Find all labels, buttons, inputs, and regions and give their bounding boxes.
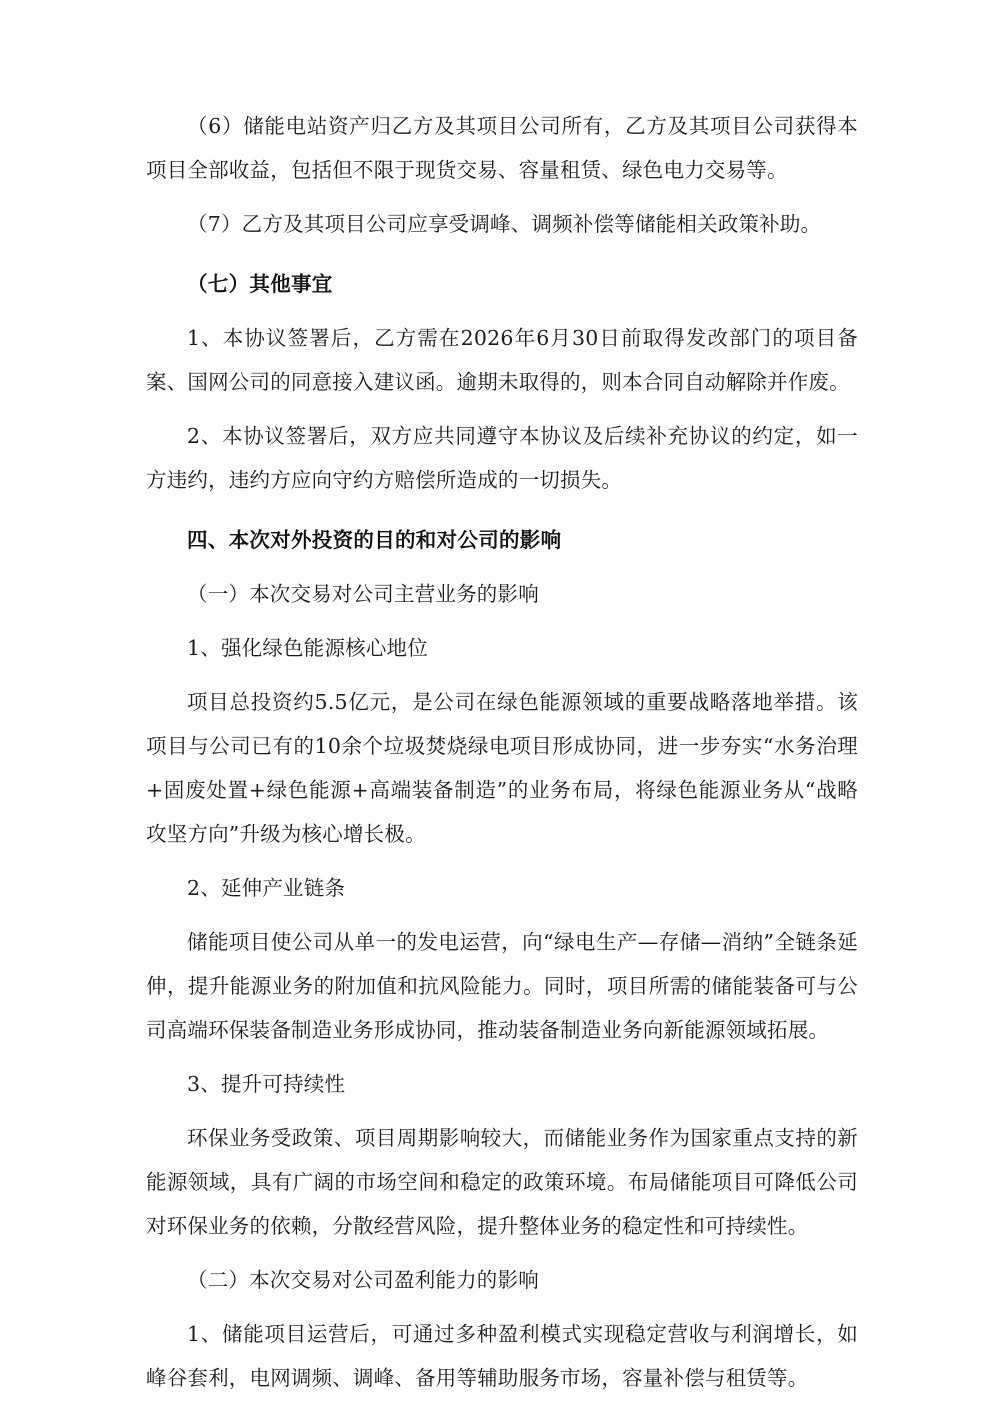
spacer: [146, 192, 858, 202]
paragraph-two-item-1: 1、储能项目运营后，可通过多种盈利模式实现稳定营收与利润增长，如峰谷套利，电网调频、调峰、备用等辅助服务市场，容量补偿与租赁等。: [146, 1322, 858, 1390]
paragraph-one-item-2-body: 储能项目使公司从单一的发电运营，向“绿电生产—存储—消纳”全链条延伸，提升能源业务的附加值和抗风险能力。同时，项目所需的储能装备可与公司高端环保装备制造业务形成协同，推动装备制造业务向新能源领域拓展。: [146, 930, 858, 1042]
spacer: [146, 246, 858, 262]
spacer: [146, 562, 858, 572]
document-body: [146, 104, 858, 1400]
heading-other-matters: （七）其他事宜: [187, 272, 333, 296]
spacer: [146, 502, 858, 518]
paragraph-item-6: （6）储能电站资产归乙方及其项目公司所有，乙方及其项目公司获得本项目全部收益，包括但不限于现货交易、容量租赁、绿色电力交易等。: [146, 114, 858, 182]
spacer: [146, 856, 858, 866]
paragraph-one-item-1-body: 项目总投资约5.5亿元，是公司在绿色能源领域的重要战略落地举措。该项目与公司已有的10余个垃圾焚烧绿电项目形成协同，进一步夯实“水务治理+固废处置+绿色能源+高端装备制造”的业务布局，将绿色能源业务从“战略攻坚方向”升级为核心增长极。: [146, 690, 858, 846]
spacer: [146, 1302, 858, 1312]
paragraph-one-item-3-body: 环保业务受政策、项目周期影响较大，而储能业务作为国家重点支持的新能源领域，具有广阔的市场空间和稳定的政策环境。布局储能项目可降低公司对环保业务的依赖，分散经营风险，提升整体业务的稳定性和可持续性。: [146, 1126, 858, 1238]
subheading-two: （二）本次交易对公司盈利能力的影响: [187, 1268, 539, 1292]
subheading-one-item-1: 1、强化绿色能源核心地位: [187, 636, 428, 660]
spacer: [146, 1106, 858, 1116]
spacer: [146, 1052, 858, 1062]
spacer: [146, 910, 858, 920]
paragraph-other-1: 1、本协议签署后，乙方需在2026年6月30日前取得发改部门的项目备案、国网公司的同意接入建议函。逾期未取得的，则本合同自动解除并作废。: [146, 326, 858, 394]
subheading-one-item-3: 3、提升可持续性: [187, 1072, 346, 1096]
spacer: [146, 404, 858, 414]
subheading-one-item-2: 2、延伸产业链条: [187, 876, 346, 900]
subheading-one: （一）本次交易对公司主营业务的影响: [187, 582, 539, 606]
paragraph-item-7: （7）乙方及其项目公司应享受调峰、调频补偿等储能相关政策补助。: [187, 212, 822, 236]
spacer: [146, 616, 858, 626]
heading-section-four: 四、本次对外投资的目的和对公司的影响: [187, 528, 562, 552]
paragraph-other-2: 2、本协议签署后，双方应共同遵守本协议及后续补充协议的约定，如一方违约，违约方应向守约方赔偿所造成的一切损失。: [146, 424, 858, 492]
spacer: [146, 1248, 858, 1258]
spacer: [146, 670, 858, 680]
spacer: [146, 306, 858, 316]
